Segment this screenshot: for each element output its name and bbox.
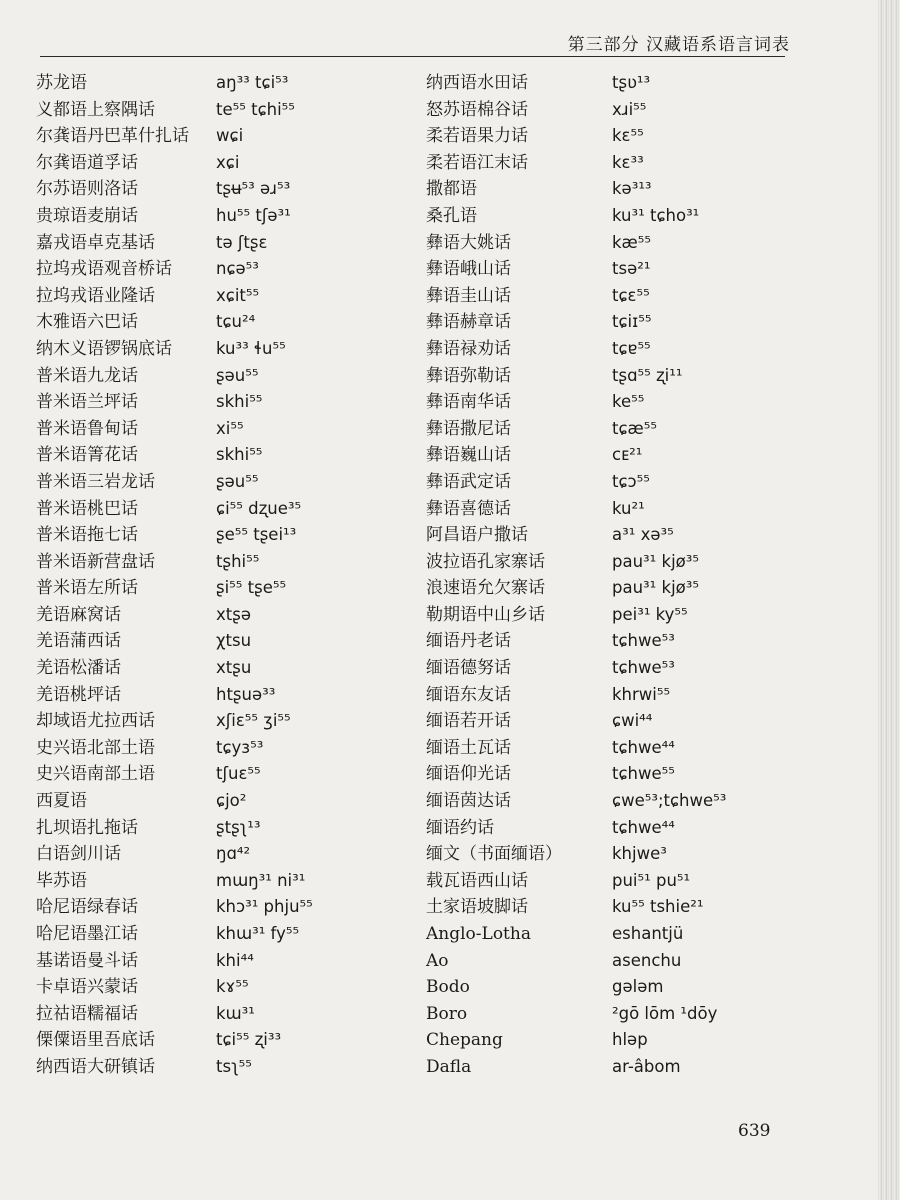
phonetic-form: xɕi bbox=[216, 152, 240, 172]
language-name: 羌语蒲西话 bbox=[36, 631, 121, 652]
phonetic-form: tɕi⁵⁵ ʐi³³ bbox=[216, 1030, 282, 1050]
language-name: Ao bbox=[426, 950, 449, 971]
phonetic-form: kɤ⁵⁵ bbox=[216, 977, 249, 997]
phonetic-form: wɕi bbox=[216, 126, 244, 146]
phonetic-form: tʂʉ⁵³ əɹ⁵³ bbox=[216, 179, 291, 199]
phonetic-form: khɯ³¹ fy⁵⁵ bbox=[216, 924, 300, 943]
word-entry bbox=[36, 628, 416, 655]
language-name: 羌语麻窝话 bbox=[36, 604, 121, 625]
language-name: 普米语左所话 bbox=[36, 578, 138, 599]
word-entry bbox=[36, 1001, 416, 1028]
phonetic-form: hləp bbox=[612, 1030, 648, 1050]
phonetic-form: ke⁵⁵ bbox=[612, 392, 645, 412]
word-entry bbox=[36, 921, 416, 948]
language-name: 却域语尤拉西话 bbox=[36, 711, 155, 732]
running-header: 第三部分 汉藏语系语言词表 bbox=[567, 35, 790, 55]
word-entry bbox=[36, 230, 416, 257]
phonetic-form: tʂɑ⁵⁵ ʐi¹¹ bbox=[612, 365, 683, 385]
language-name: 义都语上察隅话 bbox=[36, 99, 155, 120]
word-entry bbox=[426, 389, 786, 416]
phonetic-form: pau³¹ kjø³⁵ bbox=[612, 578, 699, 598]
word-entry bbox=[36, 575, 416, 602]
language-name: 普米语拖七话 bbox=[36, 525, 138, 546]
word-entry bbox=[426, 97, 786, 124]
language-name: 怒苏语棉谷话 bbox=[426, 99, 528, 120]
language-name: 尔苏语则洛话 bbox=[36, 179, 138, 200]
word-entry bbox=[36, 389, 416, 416]
language-name: 基诺语曼斗话 bbox=[36, 950, 138, 971]
language-name: 彝语巍山话 bbox=[426, 445, 511, 466]
word-entry bbox=[426, 70, 786, 97]
language-name: 纳西语大研镇话 bbox=[36, 1056, 155, 1077]
language-name: 哈尼语墨江话 bbox=[36, 924, 138, 944]
language-name: 阿昌语户撒话 bbox=[426, 525, 528, 546]
word-entry bbox=[426, 336, 786, 363]
language-name: 纳西语水田话 bbox=[426, 73, 528, 93]
phonetic-form: tɕyɜ⁵³ bbox=[216, 737, 264, 757]
language-name: 白语剑川话 bbox=[36, 844, 121, 865]
language-name: 载瓦语西山话 bbox=[426, 870, 528, 891]
word-entry bbox=[36, 894, 416, 921]
language-name: 尔龚语丹巴革什扎话 bbox=[36, 126, 189, 147]
language-name: 扎坝语扎拖话 bbox=[36, 817, 138, 838]
phonetic-form: tɕhwe⁴⁴ bbox=[612, 737, 675, 757]
language-name: 傈僳语里吾底话 bbox=[36, 1030, 155, 1051]
language-name: 拉祜语糯福话 bbox=[36, 1003, 138, 1024]
language-name: 羌语松潘话 bbox=[36, 658, 121, 679]
phonetic-form: tɕhwe⁵³ bbox=[612, 658, 675, 678]
word-entry bbox=[426, 283, 786, 310]
word-entry bbox=[426, 974, 786, 1001]
phonetic-form: ʂtʂʅ¹³ bbox=[216, 817, 261, 837]
word-entry bbox=[426, 575, 786, 602]
language-name: 柔若语果力话 bbox=[426, 126, 528, 147]
language-name: 桑孔语 bbox=[426, 205, 477, 226]
phonetic-form: mɯŋ³¹ ni³¹ bbox=[216, 870, 306, 890]
phonetic-form: ku⁵⁵ tshie²¹ bbox=[612, 897, 704, 917]
language-name: 嘉戎语卓克基话 bbox=[36, 232, 155, 253]
language-name: 普米语桃巴话 bbox=[36, 498, 138, 519]
phonetic-form: pei³¹ ky⁵⁵ bbox=[612, 604, 688, 624]
language-name: 拉坞戎语观音桥话 bbox=[36, 259, 172, 280]
word-entry bbox=[426, 894, 786, 921]
word-entry bbox=[36, 70, 416, 97]
phonetic-form: tɕɔ⁵⁵ bbox=[612, 471, 650, 491]
word-entry bbox=[36, 256, 416, 283]
word-entry bbox=[36, 1027, 416, 1054]
language-name: 彝语南华话 bbox=[426, 392, 511, 413]
word-entry bbox=[36, 469, 416, 496]
language-name: 彝语峨山话 bbox=[426, 259, 511, 280]
word-entry bbox=[426, 442, 786, 469]
language-name: 拉坞戎语业隆话 bbox=[36, 285, 155, 306]
language-name: 纳木义语锣锅底话 bbox=[36, 338, 172, 359]
word-entry bbox=[426, 469, 786, 496]
language-name: 彝语圭山话 bbox=[426, 285, 511, 306]
header-rule bbox=[40, 56, 785, 57]
word-entry bbox=[36, 1054, 416, 1081]
word-entry bbox=[36, 150, 416, 177]
phonetic-form: tɕu²⁴ bbox=[216, 312, 256, 332]
phonetic-form: aŋ³³ tɕi⁵³ bbox=[216, 73, 289, 92]
language-name: 史兴语北部土语 bbox=[36, 737, 155, 758]
word-entry bbox=[426, 256, 786, 283]
word-entry bbox=[426, 841, 786, 868]
phonetic-form: tɕɐ⁵⁵ bbox=[612, 338, 651, 358]
language-name: 普米语三岩龙话 bbox=[36, 471, 155, 492]
phonetic-form: pui⁵¹ pu⁵¹ bbox=[612, 870, 691, 890]
phonetic-form: khi⁴⁴ bbox=[216, 950, 254, 970]
word-entry bbox=[426, 416, 786, 443]
phonetic-form: tʂʋ¹³ bbox=[612, 73, 651, 92]
word-entry bbox=[426, 761, 786, 788]
phonetic-form: tɕɛ⁵⁵ bbox=[612, 285, 650, 305]
word-entry bbox=[36, 97, 416, 124]
word-entry bbox=[426, 602, 786, 629]
language-name: Chepang bbox=[426, 1030, 503, 1051]
phonetic-form: hu⁵⁵ tʃə³¹ bbox=[216, 205, 291, 225]
language-name: 普米语兰坪话 bbox=[36, 392, 138, 413]
word-entry bbox=[426, 788, 786, 815]
language-name: 木雅语六巴话 bbox=[36, 312, 138, 333]
language-name: 勒期语中山乡话 bbox=[426, 604, 545, 625]
phonetic-form: tɕiɪ⁵⁵ bbox=[612, 312, 652, 332]
word-entry bbox=[426, 1001, 786, 1028]
word-entry bbox=[36, 203, 416, 230]
language-name: 尔龚语道孚话 bbox=[36, 152, 138, 173]
phonetic-form: xɹi⁵⁵ bbox=[612, 99, 647, 119]
language-name: Boro bbox=[426, 1003, 468, 1024]
phonetic-form: nɕə⁵³ bbox=[216, 259, 259, 279]
word-entry bbox=[36, 761, 416, 788]
word-entry bbox=[426, 682, 786, 709]
language-name: 撒都语 bbox=[426, 179, 477, 200]
phonetic-form: kɛ³³ bbox=[612, 152, 644, 172]
phonetic-form: khjwe³ bbox=[612, 844, 667, 864]
word-entry bbox=[426, 363, 786, 390]
language-name: 彝语武定话 bbox=[426, 471, 511, 492]
phonetic-form: tʂhi⁵⁵ bbox=[216, 551, 260, 571]
language-name: 柔若语江末话 bbox=[426, 152, 528, 173]
word-entry bbox=[426, 309, 786, 336]
phonetic-form: khɔ³¹ phju⁵⁵ bbox=[216, 897, 313, 917]
word-entry bbox=[426, 868, 786, 895]
phonetic-form: tɕhwe⁴⁴ bbox=[612, 817, 675, 837]
language-name: Anglo-Lotha bbox=[426, 924, 531, 944]
phonetic-form: tɕhwe⁵⁵ bbox=[612, 764, 675, 784]
language-name: 苏龙语 bbox=[36, 73, 87, 93]
word-entry bbox=[36, 602, 416, 629]
phonetic-form: ²gō lōm ¹dōy bbox=[612, 1003, 718, 1023]
word-entry bbox=[36, 176, 416, 203]
phonetic-form: kə³¹³ bbox=[612, 179, 652, 199]
language-name: 缅语约话 bbox=[426, 817, 494, 838]
word-entry bbox=[36, 549, 416, 576]
language-name: 史兴语南部土语 bbox=[36, 764, 155, 785]
language-name: 缅语土瓦话 bbox=[426, 737, 511, 758]
language-name: 哈尼语绿春话 bbox=[36, 897, 138, 918]
phonetic-form: xʃiɛ⁵⁵ ʒi⁵⁵ bbox=[216, 711, 291, 731]
phonetic-form: ᴄᴇ²¹ bbox=[612, 445, 643, 465]
phonetic-form: skhi⁵⁵ bbox=[216, 392, 263, 412]
word-entry bbox=[426, 628, 786, 655]
language-name: 普米语新营盘话 bbox=[36, 551, 155, 572]
phonetic-form: ʂi⁵⁵ tʂe⁵⁵ bbox=[216, 578, 287, 598]
word-entry bbox=[426, 1027, 786, 1054]
phonetic-form: pau³¹ kjø³⁵ bbox=[612, 551, 699, 571]
phonetic-form: xi⁵⁵ bbox=[216, 418, 244, 438]
word-entry bbox=[426, 655, 786, 682]
phonetic-form: gələm bbox=[612, 977, 664, 997]
language-name: 普米语九龙话 bbox=[36, 365, 138, 386]
phonetic-form: kɯ³¹ bbox=[216, 1003, 255, 1023]
left-column bbox=[36, 70, 416, 1081]
phonetic-form: kɛ⁵⁵ bbox=[612, 126, 644, 146]
word-entry bbox=[426, 948, 786, 975]
word-entry bbox=[426, 496, 786, 523]
word-entry bbox=[426, 150, 786, 177]
language-name: 缅语仰光话 bbox=[426, 764, 511, 785]
language-name: 羌语桃坪话 bbox=[36, 684, 121, 705]
word-entry bbox=[36, 948, 416, 975]
word-entry bbox=[426, 815, 786, 842]
language-name: 彝语禄劝话 bbox=[426, 338, 511, 359]
word-entry bbox=[36, 974, 416, 1001]
word-entry bbox=[426, 522, 786, 549]
language-name: 缅语德努话 bbox=[426, 658, 511, 679]
phonetic-form: asenchu bbox=[612, 950, 682, 970]
word-entry bbox=[426, 123, 786, 150]
word-entry bbox=[426, 176, 786, 203]
word-entry bbox=[36, 735, 416, 762]
word-entry bbox=[36, 815, 416, 842]
page-edge bbox=[878, 0, 900, 1200]
word-entry bbox=[36, 655, 416, 682]
phonetic-form: tə ʃtʂɛ bbox=[216, 232, 268, 252]
word-entry bbox=[36, 416, 416, 443]
phonetic-form: ku³¹ tɕho³¹ bbox=[612, 205, 700, 225]
phonetic-form: tɕæ⁵⁵ bbox=[612, 418, 657, 438]
language-name: 卡卓语兴蒙话 bbox=[36, 977, 138, 998]
word-entry bbox=[426, 1054, 786, 1081]
right-column bbox=[426, 70, 786, 1081]
language-name: 土家语坡脚话 bbox=[426, 897, 528, 918]
phonetic-form: skhi⁵⁵ bbox=[216, 445, 263, 465]
phonetic-form: khrwi⁵⁵ bbox=[612, 684, 671, 704]
phonetic-form: xɕit⁵⁵ bbox=[216, 285, 260, 305]
language-name: 浪速语允欠寨话 bbox=[426, 578, 545, 599]
language-name: 彝语弥勒话 bbox=[426, 365, 511, 386]
language-name: 西夏语 bbox=[36, 791, 87, 812]
word-entry bbox=[36, 309, 416, 336]
language-name: 彝语喜德话 bbox=[426, 498, 511, 519]
word-entry bbox=[36, 682, 416, 709]
phonetic-form: ʂəu⁵⁵ bbox=[216, 471, 259, 491]
phonetic-form: xtʂu bbox=[216, 658, 252, 678]
language-name: 毕苏语 bbox=[36, 870, 87, 891]
phonetic-form: tsʅ⁵⁵ bbox=[216, 1056, 252, 1076]
phonetic-form: xtʂə bbox=[216, 604, 251, 624]
phonetic-form: kæ⁵⁵ bbox=[612, 232, 651, 252]
language-name: 波拉语孔家寨话 bbox=[426, 551, 545, 572]
phonetic-form: χtsu bbox=[216, 631, 252, 651]
language-name: 普米语箐花话 bbox=[36, 445, 138, 466]
phonetic-form: tɕhwe⁵³ bbox=[612, 631, 675, 651]
language-name: 彝语撒尼话 bbox=[426, 418, 511, 439]
phonetic-form: ʂe⁵⁵ tʂei¹³ bbox=[216, 525, 297, 545]
word-entry bbox=[36, 708, 416, 735]
word-entry bbox=[36, 522, 416, 549]
word-entry bbox=[36, 336, 416, 363]
word-entry bbox=[36, 123, 416, 150]
phonetic-form: ʂəu⁵⁵ bbox=[216, 365, 259, 385]
phonetic-form: ku²¹ bbox=[612, 498, 645, 518]
language-name: 缅语茵达话 bbox=[426, 791, 511, 812]
word-entry bbox=[36, 363, 416, 390]
phonetic-form: ɕwe⁵³;tɕhwe⁵³ bbox=[612, 791, 727, 811]
word-entry bbox=[426, 921, 786, 948]
word-entry bbox=[36, 868, 416, 895]
word-entry bbox=[426, 735, 786, 762]
word-entry bbox=[36, 442, 416, 469]
language-name: 贵琼语麦崩话 bbox=[36, 205, 138, 226]
word-entry bbox=[426, 549, 786, 576]
phonetic-form: htʂuə³³ bbox=[216, 684, 276, 704]
phonetic-form: ɕwi⁴⁴ bbox=[612, 711, 653, 731]
word-entry bbox=[36, 841, 416, 868]
language-name: 缅文（书面缅语） bbox=[426, 844, 562, 865]
language-name: 缅语东友话 bbox=[426, 684, 511, 705]
language-name: 彝语赫章话 bbox=[426, 312, 511, 333]
word-entry bbox=[36, 283, 416, 310]
word-entry bbox=[36, 496, 416, 523]
language-name: Bodo bbox=[426, 977, 470, 998]
page-number: 639 bbox=[738, 1121, 771, 1141]
phonetic-form: tʃuɛ⁵⁵ bbox=[216, 764, 261, 784]
word-entry bbox=[426, 203, 786, 230]
phonetic-form: ɕjo² bbox=[216, 791, 247, 811]
language-name: 普米语鲁甸话 bbox=[36, 418, 138, 439]
word-entry bbox=[426, 230, 786, 257]
phonetic-form: ku³³ ɬu⁵⁵ bbox=[216, 338, 286, 358]
language-name: 缅语若开话 bbox=[426, 711, 511, 732]
phonetic-form: tsə²¹ bbox=[612, 259, 651, 279]
phonetic-form: ɕi⁵⁵ dʐue³⁵ bbox=[216, 498, 302, 518]
language-name: 彝语大姚话 bbox=[426, 232, 511, 253]
phonetic-form: a³¹ xə³⁵ bbox=[612, 525, 674, 545]
word-entry bbox=[426, 708, 786, 735]
language-name: Dafla bbox=[426, 1056, 472, 1077]
language-name: 缅语丹老话 bbox=[426, 631, 511, 652]
phonetic-form: ŋɑ⁴² bbox=[216, 844, 251, 864]
phonetic-form: te⁵⁵ tɕhi⁵⁵ bbox=[216, 99, 295, 119]
phonetic-form: eshantjü bbox=[612, 924, 684, 943]
word-entry bbox=[36, 788, 416, 815]
phonetic-form: ar-âbom bbox=[612, 1056, 681, 1076]
